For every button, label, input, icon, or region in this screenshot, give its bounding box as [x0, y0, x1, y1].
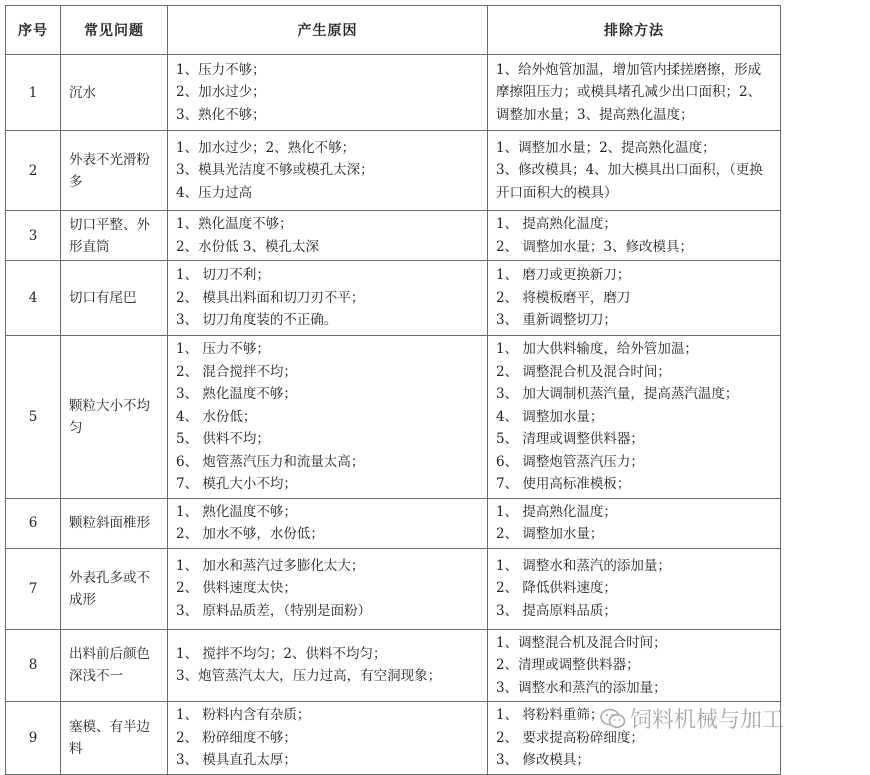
problem-cell: 颗粒大小不均匀	[61, 336, 168, 499]
problem-cell: 外表不光滑粉多	[61, 131, 168, 211]
cause-line: 1、 加水和蒸汽过多膨化太大；	[176, 557, 365, 574]
fix-line: 1、 磨刀或更换新刀；	[496, 267, 631, 284]
fix-cell	[488, 131, 781, 211]
problem-cell: 颗粒斜面椎形	[61, 498, 168, 548]
table-row	[6, 498, 781, 548]
table-body	[6, 55, 781, 775]
table-row	[6, 629, 781, 702]
cause-line: 3、炮管蒸汽太大，压力过高，有空洞现象；	[176, 668, 442, 685]
row-number: 5	[6, 336, 61, 499]
cause-line: 2、加水过少；	[176, 84, 266, 101]
fix-line: 1、调整混合机及混合时间；	[496, 634, 667, 651]
fix-line: 3、修改模具；4、加大模具出口面积，（更换开口面积大的模具）	[496, 162, 763, 201]
table-row	[6, 211, 781, 261]
header-number: 序号	[6, 6, 61, 55]
fix-cell	[488, 211, 781, 261]
fix-line: 2、 将模板磨平，磨刀	[496, 289, 631, 306]
cause-cell	[168, 55, 488, 131]
cause-line: 3、 原料品质差，（特别是面粉）	[176, 602, 372, 619]
cause-line: 1、熟化温度不够；	[176, 216, 293, 232]
cause-line: 7、 模孔大小不均；	[176, 476, 297, 492]
cause-cell	[168, 131, 488, 211]
troubleshooting-table	[5, 5, 781, 775]
table-row	[6, 548, 781, 629]
fix-line: 3、 修改模具；	[496, 752, 590, 768]
fix-line: 6、 调整炮管蒸汽压力；	[496, 453, 644, 470]
header-row	[6, 6, 781, 55]
row-number: 4	[6, 261, 61, 336]
fix-line: 4、 调整加水量；	[496, 408, 604, 425]
cause-line: 3、熟化不够；	[176, 106, 266, 123]
fix-line: 3、 重新调整切刀；	[496, 312, 617, 329]
table-row	[6, 55, 781, 131]
fix-line: 3、 加大调制机蒸汽量，提高蒸汽温度；	[496, 386, 739, 402]
fix-line: 1、 调整水和蒸汽的添加量；	[496, 557, 671, 574]
cause-line: 5、 供料不均；	[176, 431, 270, 447]
watermark	[600, 703, 784, 734]
cause-cell	[168, 629, 488, 702]
cause-line: 2、 混合搅拌不均；	[176, 363, 297, 380]
fix-cell	[488, 548, 781, 629]
row-number: 1	[6, 55, 61, 131]
fix-line: 7、 使用高标准模板；	[496, 476, 631, 492]
row-number: 7	[6, 548, 61, 629]
cause-line: 4、 水份低；	[176, 408, 257, 425]
header-cause: 产生原因	[168, 6, 488, 55]
cause-line: 3、模具光洁度不够或模孔太深；	[176, 162, 374, 179]
fix-cell	[488, 55, 781, 131]
cause-cell	[168, 261, 488, 336]
fix-line: 1、给外炮管加温，增加管内揉搓磨擦，形成摩擦阻压力；或模具堵孔减少出口面积；2、调整加水量；3、提高熟化温度；	[496, 61, 762, 123]
fix-line: 2、 调整混合机及混合时间；	[496, 363, 671, 380]
cause-line: 1、 压力不够；	[176, 341, 270, 357]
cause-cell	[168, 702, 488, 775]
row-number: 6	[6, 498, 61, 548]
fix-line: 1、 提高熟化温度；	[496, 503, 617, 520]
cause-line: 6、 炮管蒸汽压力和流量太高；	[176, 453, 365, 470]
cause-line: 3、 熟化温度不够；	[176, 386, 297, 402]
fix-line: 3、调整水和蒸汽的添加量；	[496, 679, 667, 696]
fix-line: 2、 降低供料速度；	[496, 580, 617, 597]
problem-cell: 塞模、有半边料	[61, 702, 168, 775]
cause-line: 1、加水过少；2、熟化不够；	[176, 139, 356, 156]
cause-line: 3、 模具直孔太厚；	[176, 752, 297, 768]
fix-cell	[488, 498, 781, 548]
table-row	[6, 336, 781, 499]
cause-line: 4、压力过高	[176, 184, 253, 201]
fix-line: 2、清理或调整供料器；	[496, 657, 640, 673]
wechat-icon	[600, 708, 626, 730]
fix-line: 1、 将粉料重筛；	[496, 707, 604, 723]
cause-line: 1、 切刀不利；	[176, 267, 270, 284]
cause-line: 2、 加水不够，水份低；	[176, 526, 324, 542]
fix-cell	[488, 629, 781, 702]
fix-cell	[488, 261, 781, 336]
cause-cell	[168, 336, 488, 499]
fix-line: 3、 提高原料品质；	[496, 602, 617, 619]
cause-line: 1、 粉料内含有杂质；	[176, 707, 311, 723]
problem-cell: 外表孔多或不成形	[61, 548, 168, 629]
fix-line: 2、 调整加水量；	[496, 526, 604, 542]
cause-line: 1、 搅拌不均匀；2、供料不均匀；	[176, 645, 387, 662]
problem-cell: 切口有尾巴	[61, 261, 168, 336]
fix-line: 1、 加大供料输度，给外管加温；	[496, 341, 698, 357]
problem-cell: 出料前后颜色深浅不一	[61, 629, 168, 702]
header-fix: 排除方法	[488, 6, 781, 55]
cause-cell	[168, 211, 488, 261]
row-number: 9	[6, 702, 61, 775]
table-row	[6, 261, 781, 336]
fix-line: 1、调整加水量；2、提高熟化温度；	[496, 139, 716, 156]
watermark-text: 饲料机械与加工	[630, 708, 785, 733]
fix-line: 2、 要求提高粉碎细度；	[496, 729, 644, 746]
cause-line: 2、 模具出料面和切刀刃不平；	[176, 289, 365, 306]
table-row	[6, 131, 781, 211]
problem-cell: 沉水	[61, 55, 168, 131]
fix-line: 1、 提高熟化温度；	[496, 216, 617, 232]
cause-cell	[168, 548, 488, 629]
cause-line: 1、压力不够；	[176, 61, 266, 78]
row-number: 2	[6, 131, 61, 211]
fix-cell	[488, 336, 781, 499]
cause-line: 2、 粉碎细度不够；	[176, 729, 297, 746]
row-number: 8	[6, 629, 61, 702]
fix-line: 2、 调整加水量；3、修改模具；	[496, 238, 693, 255]
row-number: 3	[6, 211, 61, 261]
cause-cell	[168, 498, 488, 548]
cause-line: 3、 切刀角度装的不正确。	[176, 312, 338, 329]
problem-cell: 切口平整、外形直筒	[61, 211, 168, 261]
fix-line: 5、 清理或调整供料器；	[496, 431, 644, 447]
cause-line: 2、 供料速度太快；	[176, 580, 297, 597]
cause-line: 2、水份低 3、模孔太深	[176, 238, 319, 255]
header-problem: 常见问题	[61, 6, 168, 55]
cause-line: 1、 熟化温度不够；	[176, 503, 297, 520]
